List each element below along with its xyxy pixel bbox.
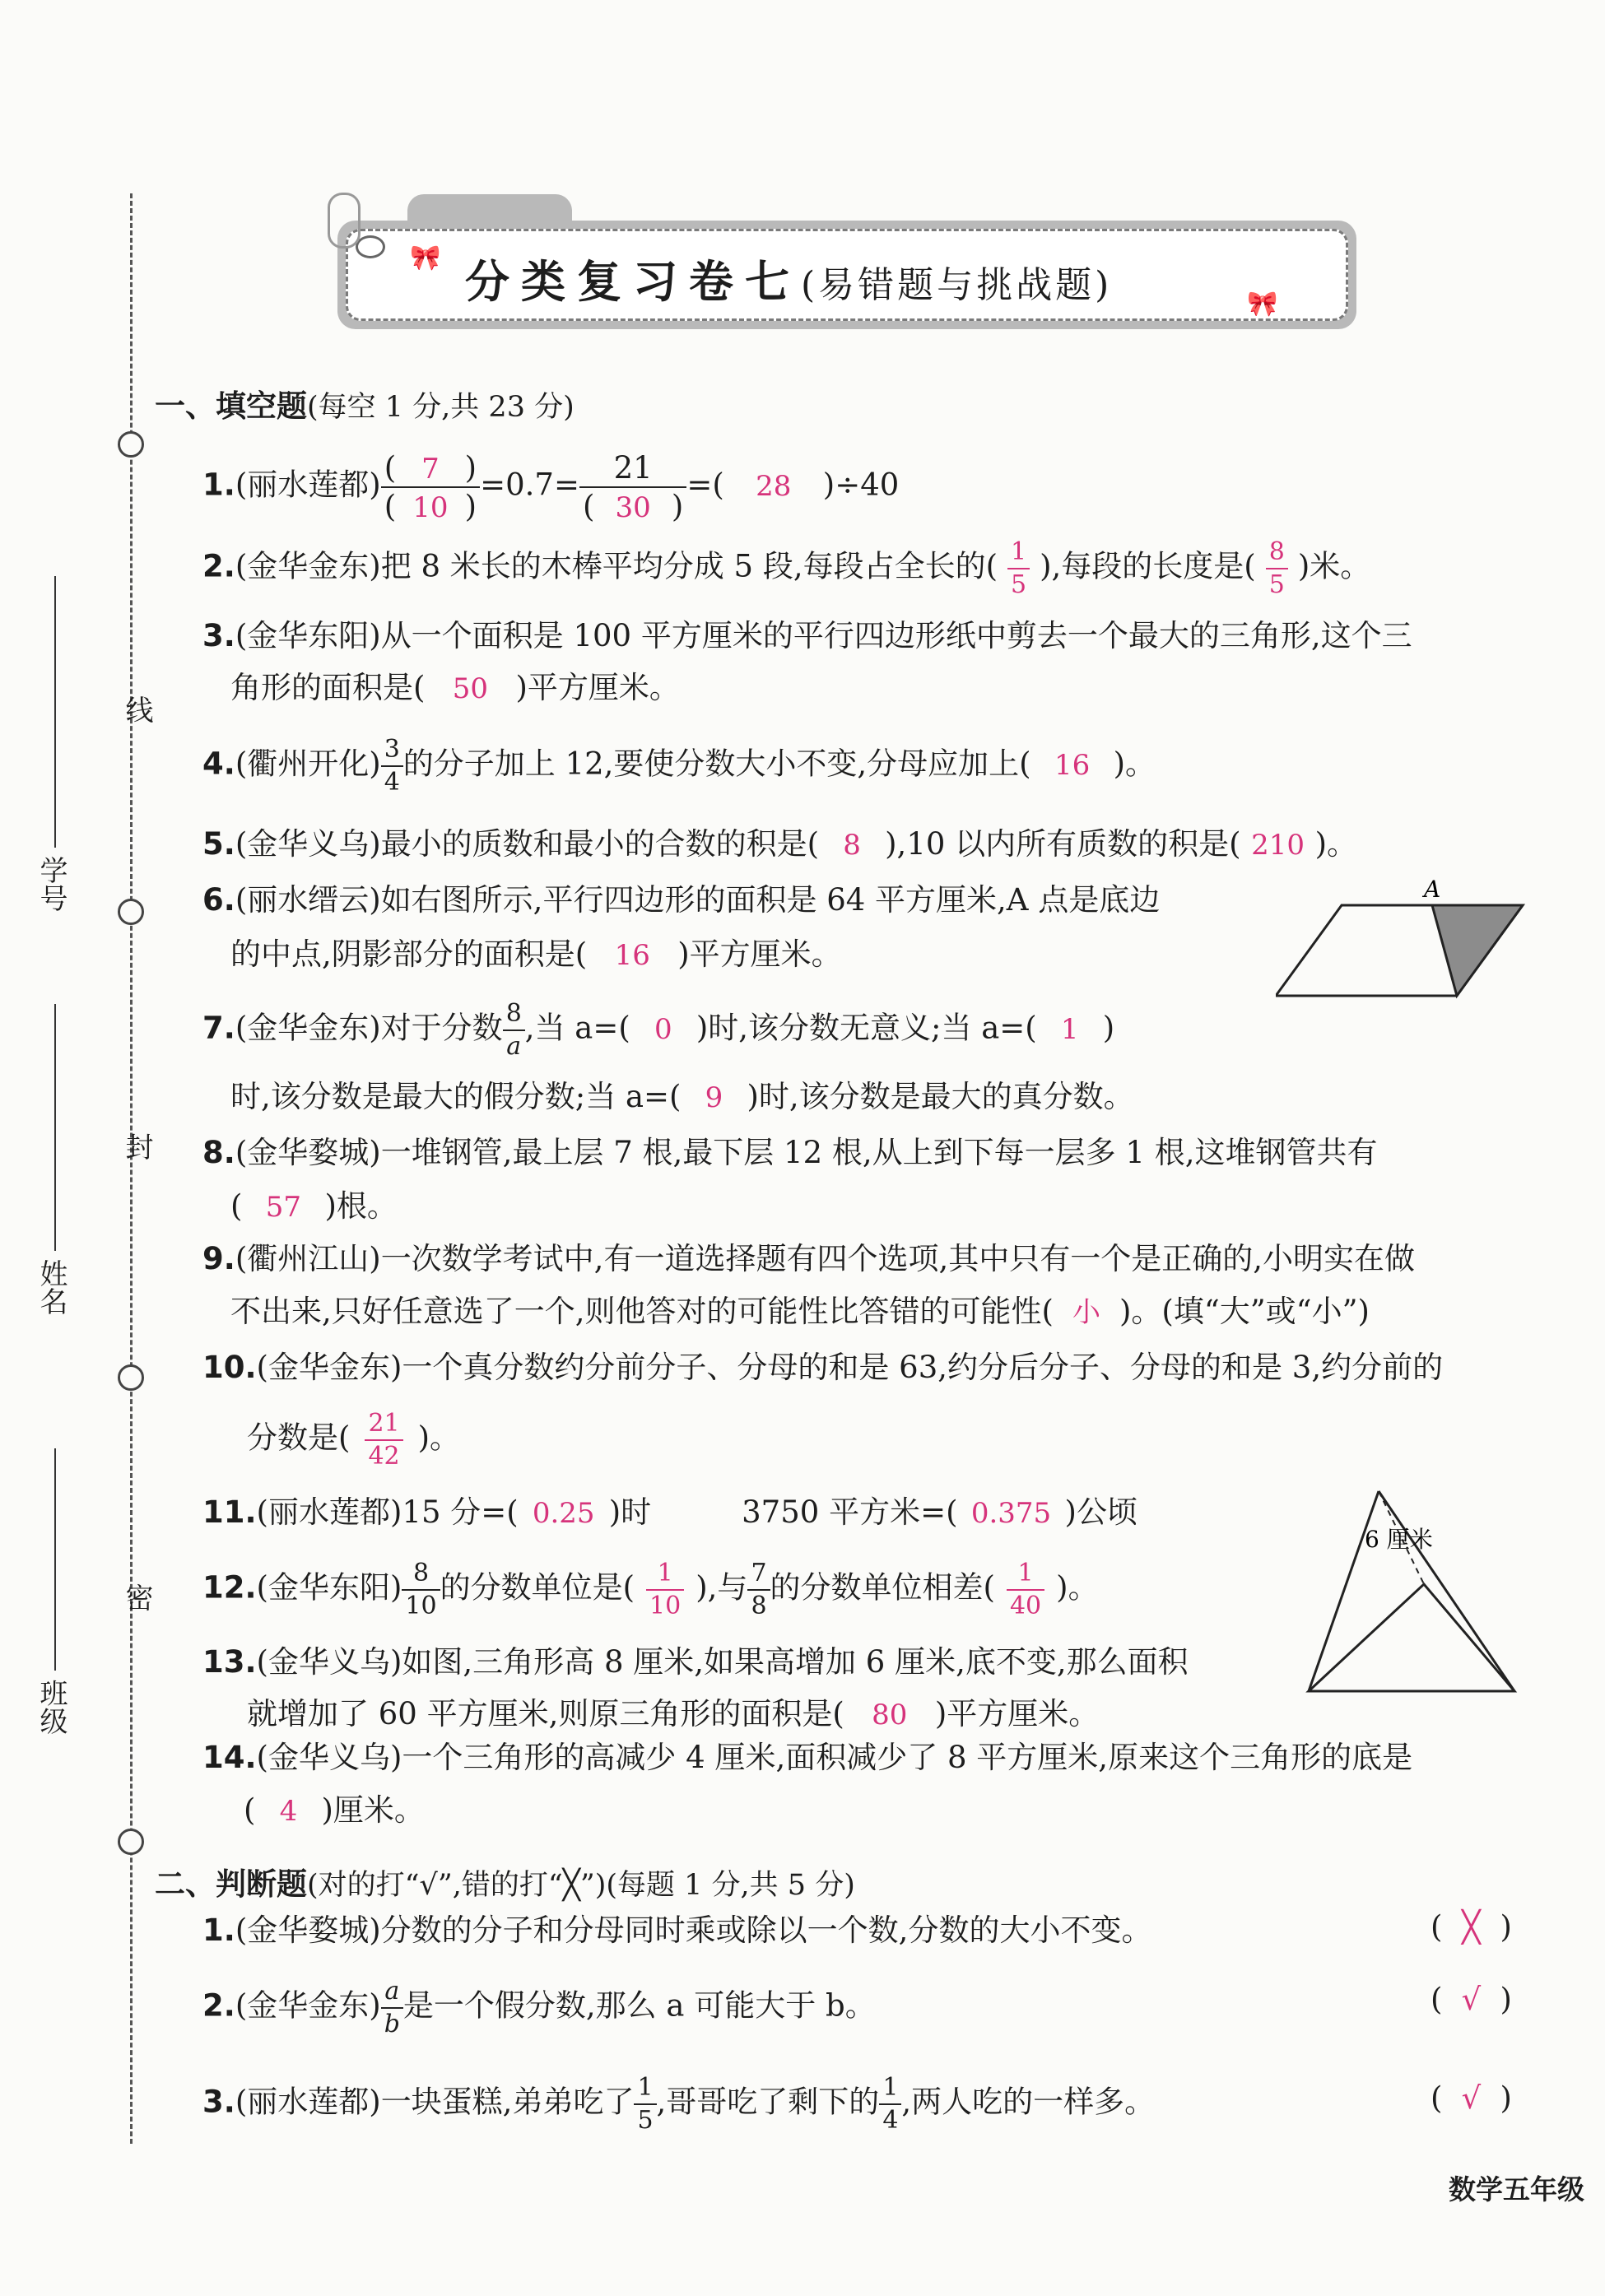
page-title (465, 247, 1112, 310)
height-increase-label: 6 厘米 (1365, 1526, 1433, 1553)
question-13: 13.(金华义乌)如图,三角形高 8 厘米,如果高增加 6 厘米,底不变,那么面积 (202, 1644, 1189, 1680)
question-11: 11.(丽水莲都)15 分=( 0.25 )时 3750 平方米=( 0.375 )公顷 (202, 1490, 1137, 1536)
answer[interactable]: 210 (1251, 829, 1305, 862)
footer-grade: 数学五年级 (1449, 2173, 1584, 2205)
question-1: 1.(丽水莲都) $\frac{( 7 )}{( 10 )}$ =0.7= $\frac{21}{( 30 )}$ =( 28 )÷40 (202, 450, 900, 524)
question-9: 9.(衢州江山)一次数学考试中,有一道选择题有四个选项,其中只有一个是正确的,小明实在做 (202, 1241, 1415, 1276)
fraction-blank: $\frac{21}{( 30 )}$ (579, 453, 686, 522)
answer[interactable]: 80 (872, 1699, 908, 1731)
binding-hole (118, 1364, 144, 1391)
parallelogram-figure (1276, 872, 1531, 1004)
question-7-line-2: 时,该分数是最大的假分数;当 a=( 9 )时,该分数是最大的真分数。 (230, 1074, 1134, 1121)
answer[interactable]: 0.375 (970, 1497, 1052, 1530)
question-14-line-2: ( 4 )厘米。 (244, 1787, 425, 1834)
binding-hole (118, 899, 144, 925)
answer[interactable]: 30 (615, 491, 651, 524)
question-3-line-2: 角形的面积是( 50 )平方厘米。 (230, 665, 680, 712)
check-mark: √ (1461, 2080, 1482, 2116)
answer[interactable]: 16 (1054, 748, 1091, 782)
title-clip-icon (328, 193, 361, 249)
student-id-blank[interactable] (54, 576, 56, 848)
answer[interactable]: 0.25 (532, 1497, 595, 1530)
bow-icon: 🎀 (410, 244, 441, 272)
class-label: 班级 (35, 1679, 67, 1735)
answer[interactable]: 10 (412, 491, 449, 524)
answer[interactable]: $\frac{1}{40}$ (1007, 1561, 1044, 1619)
question-8: 8.(金华婺城)一堆钢管,最上层 7 根,最下层 12 根,从上到下每一层多 1 根,这堆钢管共有 (202, 1135, 1378, 1170)
answer[interactable]: 28 (756, 469, 792, 503)
answer[interactable]: $\frac{21}{42}$ (365, 1411, 402, 1469)
q-number: 1. (202, 467, 235, 503)
binding-hole (118, 431, 144, 458)
question-6: 6.(丽水缙云)如右图所示,平行四边形的面积是 64 平方厘米,A 点是底边 (202, 882, 1161, 918)
answer[interactable]: 7 (421, 453, 440, 486)
margin-label-secret: 密 (120, 1583, 153, 1611)
student-id-label: 学号 (35, 856, 67, 912)
question-9-line-2: 不出来,只好任意选了一个,则他答对的可能性比答错的可能性( 小 )。(填“大”或“小”) (230, 1289, 1370, 1336)
section-1-note: (每空 1 分,共 23 分) (307, 391, 575, 424)
section-heading-2 (155, 1859, 855, 1903)
answer[interactable]: $\frac{1}{10}$ (646, 1561, 684, 1619)
judge-3-answer[interactable]: ( √ ) (1431, 2080, 1512, 2116)
title-main: 分类复习卷七 (465, 256, 801, 308)
question-6-line-2: 的中点,阴影部分的面积是( 16 )平方厘米。 (230, 932, 842, 978)
section-2-note: (对的打“√”,错的打“╳”)(每题 1 分,共 5 分) (307, 1869, 855, 1902)
question-4: 4.(衢州开化) $\frac{3}{4}$ 的分子加上 12,要使分数大小不变,分母应加上( 16 )。 (202, 735, 1156, 797)
class-blank[interactable] (54, 1448, 56, 1671)
question-12: 12.(金华东阳) $\frac{8}{10}$ 的分数单位是( $\frac{1}{10}$ ),与 $\frac{7}{8}$ 的分数单位相差( $\frac{1}{40}$ )。 (202, 1559, 1099, 1620)
question-5: 5.(金华义乌)最小的质数和最小的合数的积是( 8 ),10 以内所有质数的积是( 210 )。 (202, 821, 1357, 868)
title-sub: (易错题与挑战题) (801, 264, 1113, 306)
answer[interactable]: 4 (279, 1795, 298, 1828)
judge-1: 1.(金华婺城)分数的分子和分母同时乘或除以一个数,分数的大小不变。 (202, 1913, 1152, 1948)
check-mark: √ (1461, 1982, 1482, 2017)
q-source: (丽水莲都) (235, 467, 381, 503)
bow-icon: 🎀 (1247, 290, 1278, 318)
question-13-line-2: 就增加了 60 平方厘米,则原三角形的面积是( 80 )平方厘米。 (247, 1691, 1099, 1738)
margin-label-seal: 封 (120, 1132, 153, 1160)
question-8-line-2: ( 57 )根。 (230, 1183, 398, 1230)
title-ring-icon (356, 235, 385, 258)
answer[interactable]: $\frac{1}{5}$ (1007, 540, 1030, 597)
answer[interactable]: $\frac{8}{5}$ (1266, 540, 1288, 597)
judge-2-answer[interactable]: ( √ ) (1431, 1982, 1512, 2017)
answer[interactable]: 8 (843, 829, 861, 862)
answer[interactable]: 50 (452, 672, 489, 705)
judge-2: 2.(金华金东) $\frac{a}{b}$ 是一个假分数,那么 a 可能大于 b。 (202, 1977, 876, 2038)
answer[interactable]: 小 (1072, 1296, 1100, 1329)
question-2: 2.(金华金东)把 8 米长的木棒平均分成 5 段,每段占全长的( $\frac{1}{5}$ ),每段的长度是( $\frac{8}{5}$ )米。 (202, 537, 1371, 599)
question-7: 7.(金华金东)对于分数 $\frac{8}{a}$ ,当 a=( 0 )时,该分数无意义;当 a=( 1 ) (202, 999, 1115, 1061)
question-10: 10.(金华金东)一个真分数约分前分子、分母的和是 63,约分后分子、分母的和是 3,约分前的 (202, 1350, 1444, 1385)
answer[interactable]: 1 (1060, 1012, 1079, 1046)
section-1-title: 一、填空题 (155, 388, 307, 424)
margin-label-line: 线 (120, 695, 153, 723)
binding-hole (118, 1829, 144, 1855)
answer[interactable]: 9 (705, 1081, 723, 1114)
answer[interactable]: 0 (654, 1012, 672, 1046)
question-3: 3.(金华东阳)从一个面积是 100 平方厘米的平行四边形纸中剪去一个最大的三角形,这个三 (202, 618, 1412, 653)
answer[interactable]: 57 (265, 1191, 302, 1224)
section-2-title: 二、判断题 (155, 1866, 307, 1902)
cross-mark: ╳ (1462, 1909, 1481, 1945)
section-heading-1 (155, 381, 575, 425)
triangle-figure (1300, 1481, 1523, 1703)
fraction-blank: $\frac{( 7 )}{( 10 )}$ (381, 453, 480, 522)
point-a-label: A (1424, 876, 1441, 903)
shaded-triangle (1432, 905, 1523, 996)
answer[interactable]: 16 (614, 939, 650, 972)
judge-3: 3.(丽水莲都)一块蛋糕,弟弟吃了 $\frac{1}{5}$ ,哥哥吃了剩下的 $\frac{1}{4}$ ,两人吃的一样多。 (202, 2073, 1156, 2135)
name-label: 姓名 (35, 1259, 67, 1315)
question-10-line-2: 分数是( $\frac{21}{42}$ )。 (247, 1409, 461, 1471)
name-blank[interactable] (54, 1004, 56, 1251)
question-14: 14.(金华义乌)一个三角形的高减少 4 厘米,面积减少了 8 平方厘米,原来这个三角形的底是 (202, 1740, 1413, 1775)
judge-1-answer[interactable]: ( ╳ ) (1431, 1909, 1512, 1945)
